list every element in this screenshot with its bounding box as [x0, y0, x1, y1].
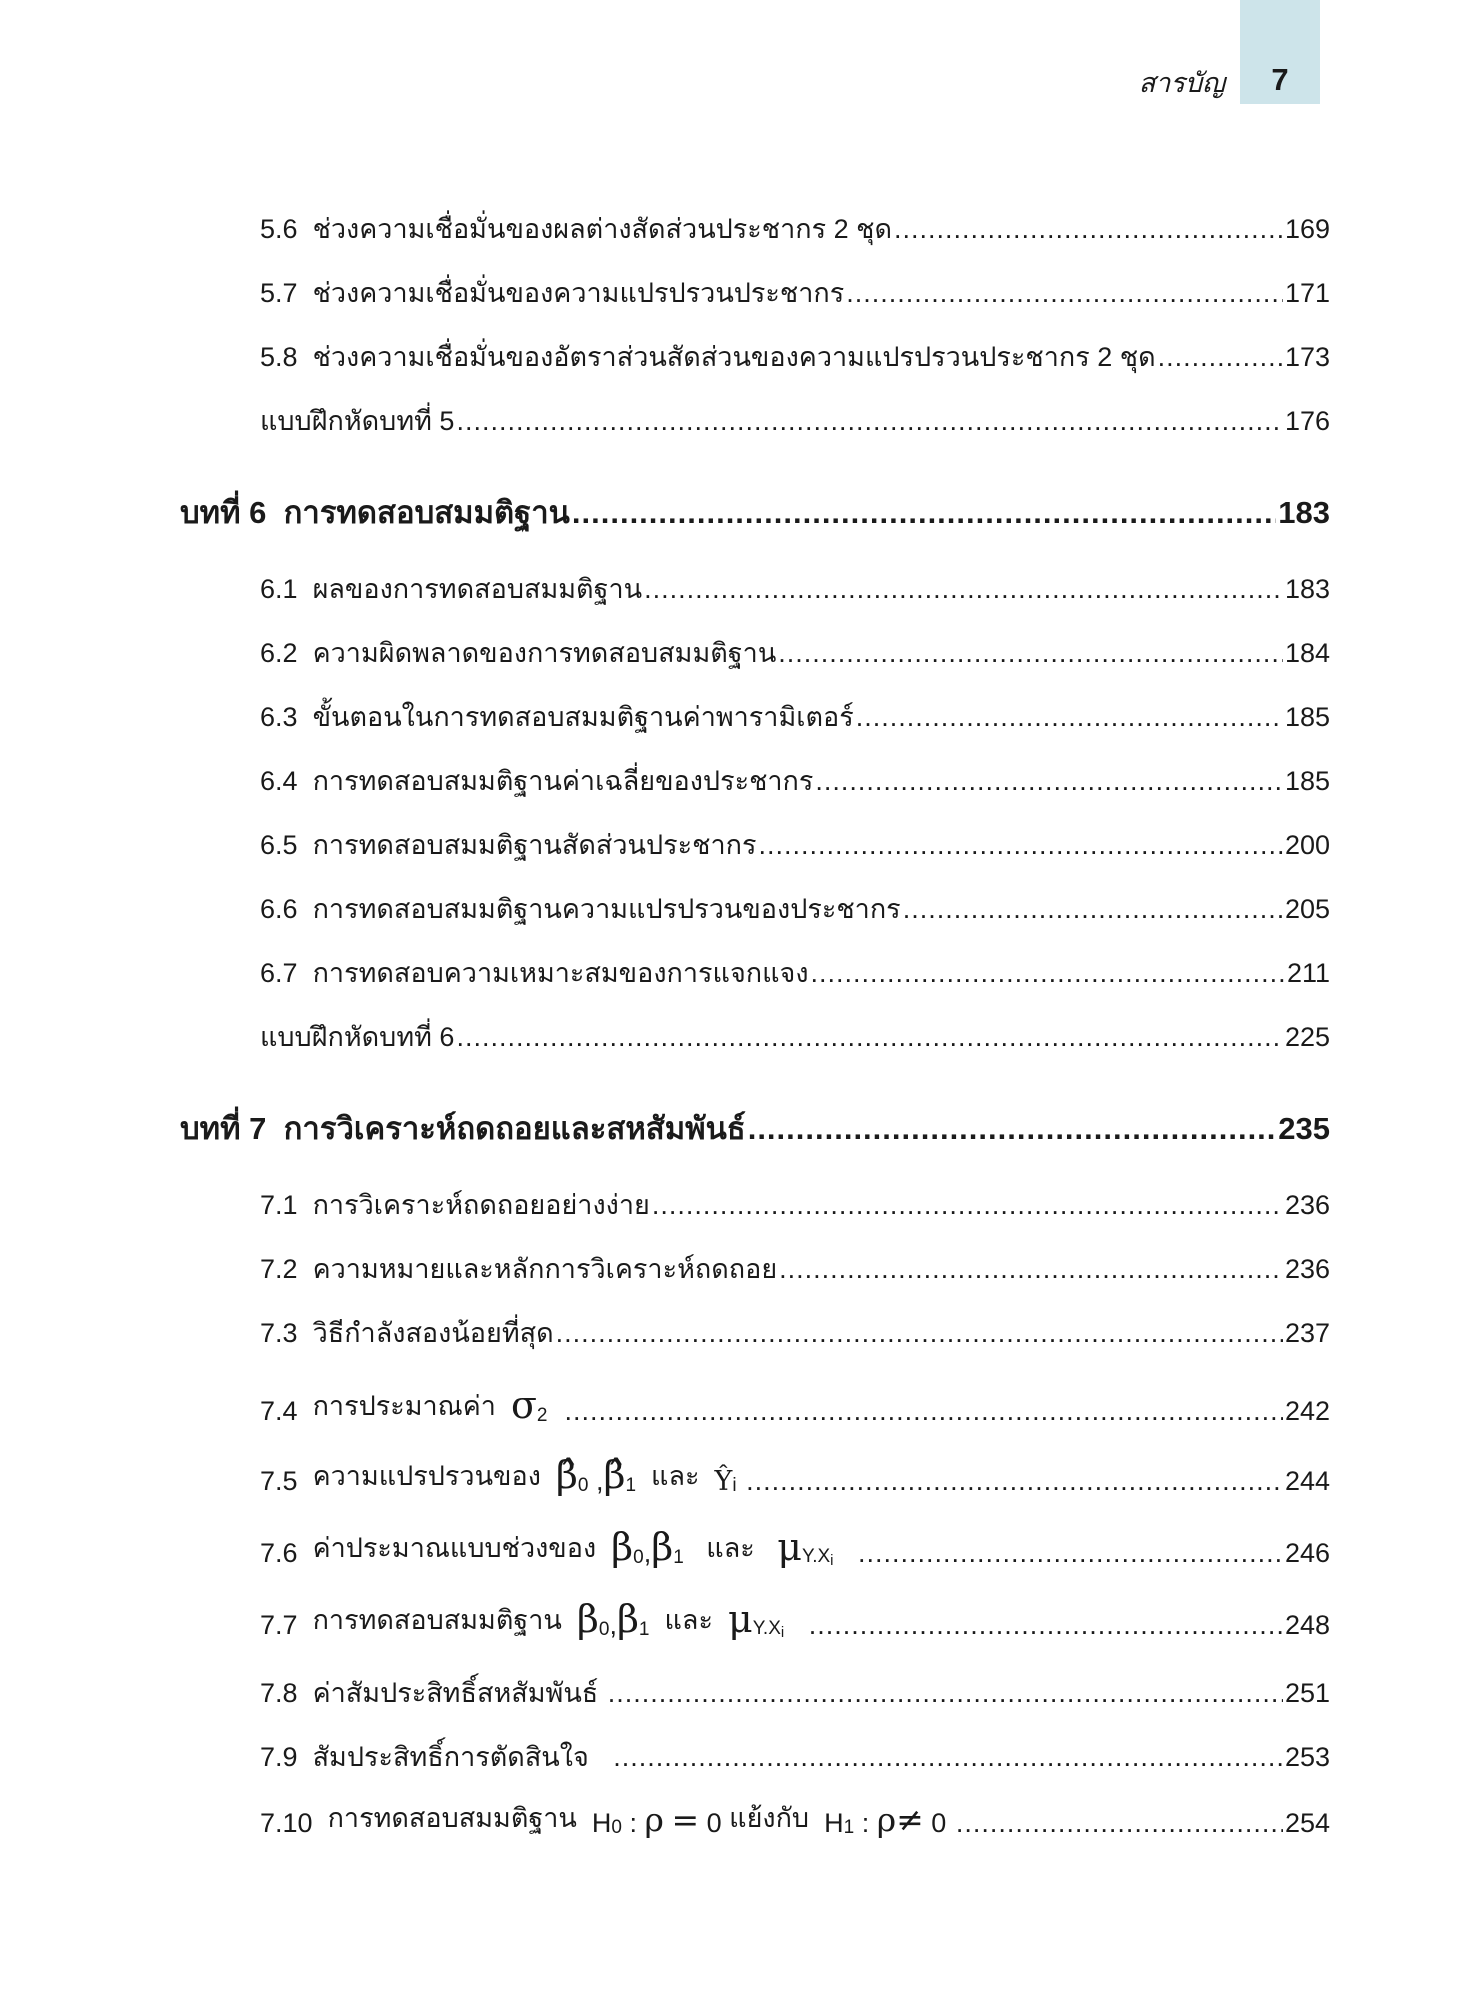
toc-entry[interactable]: [260, 695, 1330, 738]
chapter-number: บทที่ 6: [180, 495, 267, 530]
entry-title: ค่าประมาณแบบช่วงของ: [312, 1533, 597, 1563]
entry-page: 251: [1284, 1678, 1330, 1708]
entry-page: 248: [1284, 1610, 1330, 1640]
dot-leader: [572, 495, 1276, 531]
entry-number: 6.6: [260, 894, 298, 924]
entry-number: 7.9: [260, 1742, 298, 1772]
dot-leader: [811, 958, 1285, 989]
beta-subscript: 1: [638, 1619, 650, 1640]
mu-symbol: μ: [777, 1525, 802, 1569]
entry-title: การทดสอบสมมติฐานค่าเฉลี่ยของประชากร: [312, 766, 814, 796]
entry-title: ช่วงความเชื่อมั่นของอัตราส่วนสัดส่วนของความแปรปรวนประชากร 2 ชุด: [312, 342, 1156, 372]
h0-subscript: 0: [611, 1817, 622, 1838]
chapter-title: การทดสอบสมมติฐาน: [283, 495, 570, 530]
entry-number: 6.1: [260, 574, 298, 604]
entry-page: 236: [1284, 1254, 1330, 1284]
entry-number: 7.6: [260, 1538, 298, 1568]
y-hat-symbol: Ŷ: [714, 1466, 733, 1497]
entry-number: 5.8: [260, 342, 298, 372]
entry-number: 6.3: [260, 702, 298, 732]
entry-number: 7.10: [260, 1808, 313, 1838]
zero-value: 0: [706, 1808, 722, 1838]
beta-symbol: β: [576, 1597, 599, 1641]
toc-entry[interactable]: 7.5 ความแปรปรวนของ β̂ 0 , β̂ 1 และ Ŷ i ..... 244: [260, 1445, 1330, 1497]
entry-title: ผลของการทดสอบสมมติฐาน: [312, 574, 643, 604]
dot-leader: [565, 1396, 1283, 1427]
toc-entry[interactable]: [260, 1311, 1330, 1354]
chapter-page: 235: [1278, 1111, 1330, 1146]
dot-leader: [815, 766, 1283, 797]
equals-symbol: =: [671, 1800, 700, 1839]
entry-number: 5.7: [260, 278, 298, 308]
toc-entry[interactable]: [260, 631, 1330, 674]
dot-leader: [644, 574, 1283, 605]
toc-entry[interactable]: [260, 399, 1330, 442]
dot-leader: [746, 1466, 1283, 1497]
mu-subscript: Y.Xi: [752, 1618, 785, 1641]
beta-subscript: 0: [577, 1475, 589, 1496]
toc-entry[interactable]: [260, 1183, 1330, 1226]
toc-entry[interactable]: [260, 1375, 1330, 1427]
entry-title: การทดสอบสมมติฐาน: [327, 1803, 577, 1833]
entry-page: 171: [1284, 278, 1330, 308]
toc-entry[interactable]: [260, 951, 1330, 994]
beta-subscript: 1: [625, 1475, 637, 1496]
entry-number: 6.5: [260, 830, 298, 860]
entry-page: 236: [1284, 1190, 1330, 1220]
toc-entry[interactable]: [260, 207, 1330, 250]
dot-leader: [856, 702, 1283, 733]
dot-leader: [456, 406, 1283, 437]
rho-symbol: ρ: [876, 1800, 897, 1839]
entry-title: ความหมายและหลักการวิเคราะห์ถดถอย: [312, 1254, 778, 1284]
toc-entry[interactable]: 7.6 ค่าประมาณแบบช่วงของ β 0 , β 1 และ μ Y.Xi ..... 246: [260, 1513, 1330, 1569]
entry-title: การประมาณค่า: [312, 1391, 496, 1421]
entry-number: 7.7: [260, 1610, 298, 1640]
toc-entry[interactable]: [260, 1795, 1330, 1839]
entry-page: 246: [1284, 1538, 1330, 1568]
entry-title: สัมประสิทธิ์การตัดสินใจ: [312, 1742, 589, 1772]
entry-number: 6.7: [260, 958, 298, 988]
dot-leader: [903, 894, 1283, 925]
dot-leader: [608, 1678, 1283, 1709]
entry-number: 5.6: [260, 214, 298, 244]
entry-page: 205: [1284, 894, 1330, 924]
zero-value: 0: [931, 1808, 947, 1838]
entry-title: ความแปรปรวนของ: [312, 1461, 541, 1491]
running-header-title: สารบัญ: [1138, 68, 1225, 99]
entry-page: 200: [1284, 830, 1330, 860]
toc-entry[interactable]: [260, 1015, 1330, 1058]
entry-title: การวิเคราะห์ถดถอยอย่างง่าย: [312, 1190, 650, 1220]
toc-entry[interactable]: [260, 1671, 1330, 1714]
toc-entry[interactable]: [260, 271, 1330, 314]
entry-title: ขั้นตอนในการทดสอบสมมติฐานค่าพารามิเตอร์: [312, 702, 854, 732]
entry-page: 242: [1284, 1396, 1330, 1426]
dot-leader: [652, 1190, 1283, 1221]
beta-subscript: 0: [598, 1619, 610, 1640]
entry-page: 176: [1284, 406, 1330, 436]
entry-page: 211: [1286, 958, 1330, 988]
entry-title: แบบฝึกหัดบทที่ 6: [260, 1022, 455, 1052]
entry-title: ค่าสัมประสิทธิ์สหสัมพันธ์: [312, 1678, 599, 1708]
entry-title: แบบฝึกหัดบทที่ 5: [260, 406, 455, 436]
beta-hat-symbol: β̂: [603, 1453, 626, 1497]
toc-entry[interactable]: [260, 823, 1330, 866]
dot-leader: [456, 1022, 1283, 1053]
dot-leader: [858, 1538, 1283, 1569]
dot-leader: [613, 1742, 1283, 1773]
beta-subscript: 1: [673, 1547, 684, 1568]
dot-leader: [779, 1254, 1283, 1285]
toc-chapter[interactable]: [180, 487, 1330, 537]
chapter-title: การวิเคราะห์ถดถอยและสหสัมพันธ์: [283, 1111, 746, 1146]
entry-number: 7.5: [260, 1466, 298, 1496]
entry-page: 253: [1284, 1742, 1330, 1772]
sigma-symbol: σ: [510, 1383, 537, 1427]
dot-leader: [1158, 342, 1283, 373]
entry-page: 185: [1284, 702, 1330, 732]
dot-leader: [556, 1318, 1283, 1349]
entry-title: การทดสอบความเหมาะสมของการแจกแจง: [312, 958, 809, 988]
and-word: และ: [664, 1605, 713, 1635]
h1-symbol: H: [824, 1808, 844, 1838]
entry-page: 244: [1284, 1466, 1330, 1496]
entry-page: 169: [1284, 214, 1330, 244]
colon: :: [629, 1808, 638, 1838]
toc-entry[interactable]: [260, 887, 1330, 930]
entry-number: 7.2: [260, 1254, 298, 1284]
entry-page: 237: [1284, 1318, 1330, 1348]
entry-number: 6.4: [260, 766, 298, 796]
sigma-exponent: 2: [536, 1405, 548, 1426]
dot-leader: [778, 638, 1283, 669]
page-number: 7: [1271, 62, 1289, 97]
entry-number: 7.3: [260, 1318, 298, 1348]
toc-entry[interactable]: [260, 335, 1330, 378]
entry-title: ความผิดพลาดของการทดสอบสมมติฐาน: [312, 638, 777, 668]
entry-number: 6.2: [260, 638, 298, 668]
chapter-number: บทที่ 7: [180, 1111, 267, 1146]
entry-number: 7.1: [260, 1190, 298, 1220]
chapter-page: 183: [1278, 495, 1330, 530]
entry-page: 183: [1284, 574, 1330, 604]
h1-subscript: 1: [843, 1817, 855, 1838]
entry-page: 254: [1284, 1808, 1330, 1838]
y-subscript: i: [732, 1475, 737, 1496]
mu-subscript: Y.Xi: [801, 1546, 834, 1569]
entry-page: 185: [1284, 766, 1330, 796]
toc-entry[interactable]: [260, 1247, 1330, 1290]
toc-entry[interactable]: [260, 567, 1330, 610]
entry-title: วิธีกำลังสองน้อยที่สุด: [312, 1318, 554, 1348]
and-word: และ: [706, 1533, 755, 1563]
dot-leader: [809, 1610, 1283, 1641]
toc-entry[interactable]: [260, 1735, 1330, 1778]
versus-word: แย้งกับ: [729, 1803, 810, 1833]
h0-symbol: H: [591, 1808, 612, 1838]
toc-entry[interactable]: [260, 759, 1330, 802]
mu-symbol: μ: [727, 1597, 753, 1641]
entry-page: 173: [1284, 342, 1330, 372]
dot-leader: [846, 278, 1283, 309]
and-word: และ: [651, 1461, 700, 1491]
entry-page: 184: [1284, 638, 1330, 668]
colon: :: [861, 1808, 870, 1838]
entry-number: 7.4: [260, 1396, 298, 1426]
rho-symbol: ρ: [644, 1800, 664, 1839]
not-equal-symbol: ≠: [896, 1800, 924, 1839]
beta-hat-symbol: β̂: [555, 1453, 578, 1497]
beta-subscript: 0: [633, 1547, 644, 1568]
beta-symbol: β: [616, 1597, 639, 1641]
beta-symbol: β: [611, 1525, 634, 1569]
entry-title: การทดสอบสมมติฐานความแปรปรวนของประชากร: [312, 894, 901, 924]
entry-title: ช่วงความเชื่อมั่นของผลต่างสัดส่วนประชากร 2 ชุด: [312, 214, 893, 244]
dot-leader: [956, 1808, 1283, 1839]
beta-symbol: β: [651, 1525, 674, 1569]
dot-leader: [758, 830, 1282, 861]
toc-entry[interactable]: 7.7 การทดสอบสมมติฐาน β 0 , β 1 และ μ Y.Xi ..... 248: [260, 1585, 1330, 1641]
entry-title: การทดสอบสมมติฐาน: [312, 1605, 562, 1635]
toc-chapter[interactable]: [180, 1103, 1330, 1153]
entry-page: 225: [1284, 1022, 1330, 1052]
dot-leader: [894, 214, 1283, 245]
entry-title: ช่วงความเชื่อมั่นของความแปรปรวนประชากร: [312, 278, 845, 308]
dot-leader: [748, 1111, 1277, 1147]
entry-number: 7.8: [260, 1678, 298, 1708]
entry-title: การทดสอบสมมติฐานสัดส่วนประชากร: [312, 830, 757, 860]
